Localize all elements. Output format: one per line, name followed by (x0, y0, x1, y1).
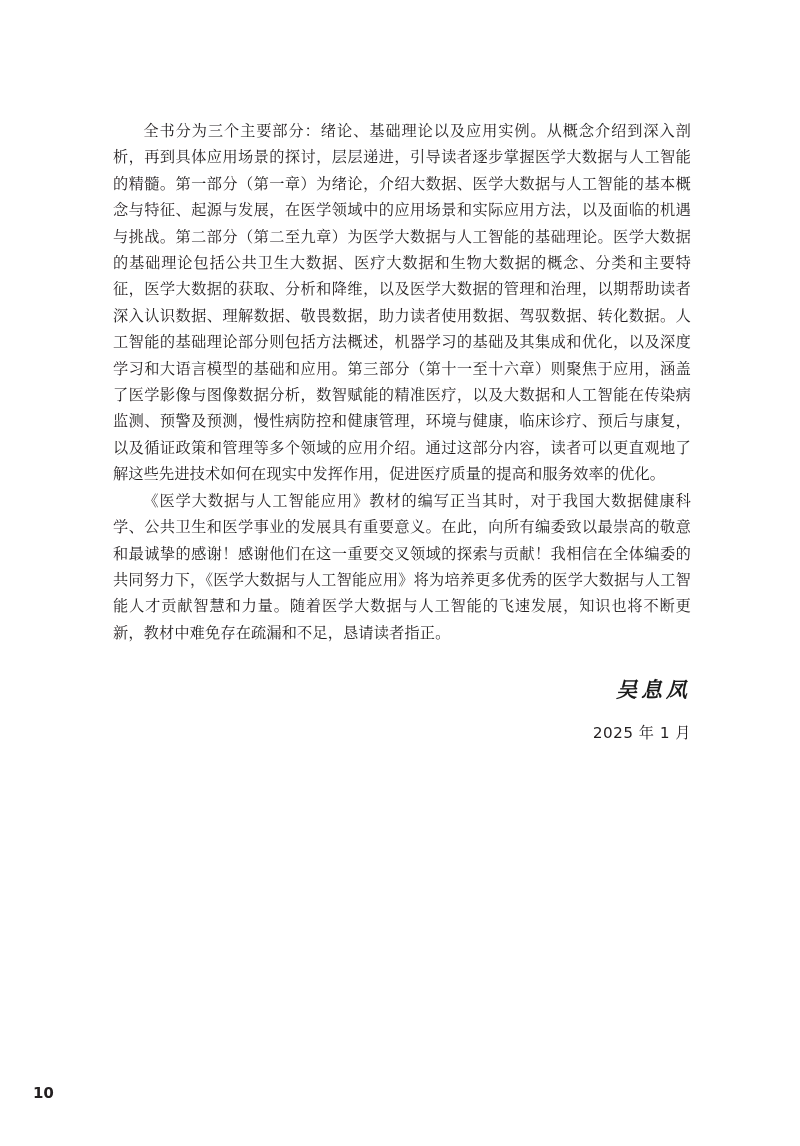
signature-date: 2025 年 1 月 (592, 724, 691, 742)
body-text (113, 118, 691, 646)
paragraph-acknowledgement: 《医学大数据与人工智能应用》教材的编写正当其时，对于我国大数据健康科学、公共卫生和医学事业的发展具有重要意义。在此，向所有编委致以最崇高的敬意和最诚挚的感谢！感谢他们在这一重要交叉领域的探索与贡献！我相信在全体编委的共同努力下，《医学大数据与人工智能应用》将为培养更多优秀的医学大数据与人工智能人才贡献智慧和力量。随着医学大数据与人工智能的飞速发展，知识也将不断更新，教材中难免存在疏漏和不足，恳请读者指正。 (113, 491, 691, 642)
author-signature: 吴息凤 (616, 677, 691, 702)
paragraph-overview: 全书分为三个主要部分：绪论、基础理论以及应用实例。从概念介绍到深入剖析，再到具体应用场景的探讨，层层递进，引导读者逐步掌握医学大数据与人工智能的精髓。第一部分（第一章）为绪论，介绍大数据、医学大数据与人工智能的基本概念与特征、起源与发展，在医学领域中的应用场景和实际应用方法，以及面临的机遇与挑战。第二部分（第二至九章）为医学大数据与人工智能的基础理论。医学大数据的基础理论包括公共卫生大数据、医疗大数据和生物大数据的概念、分类和主要特征，医学大数据的获取、分析和降维，以及医学大数据的管理和治理，以期帮助读者深入认识数据、理解数据、敬畏数据，助力读者使用数据、驾驭数据、转化数据。人工智能的基础理论部分则包括方法概述，机器学习的基础及其集成和优化，以及深度学习和大语言模型的基础和应用。第三部分（第十一至十六章）则聚焦于应用，涵盖了医学影像与图像数据分析，数智赋能的精准医疗，以及大数据和人工智能在传染病监测、预警及预测，慢性病防控和健康管理，环境与健康，临床诊疗、预后与康复，以及循证政策和管理等多个领域的应用介绍。通过这部分内容，读者可以更直观地了解这些先进技术如何在现实中发挥作用，促进医疗质量的提高和服务效率的优化。 (113, 122, 691, 484)
page-number: 10 (33, 1084, 54, 1102)
